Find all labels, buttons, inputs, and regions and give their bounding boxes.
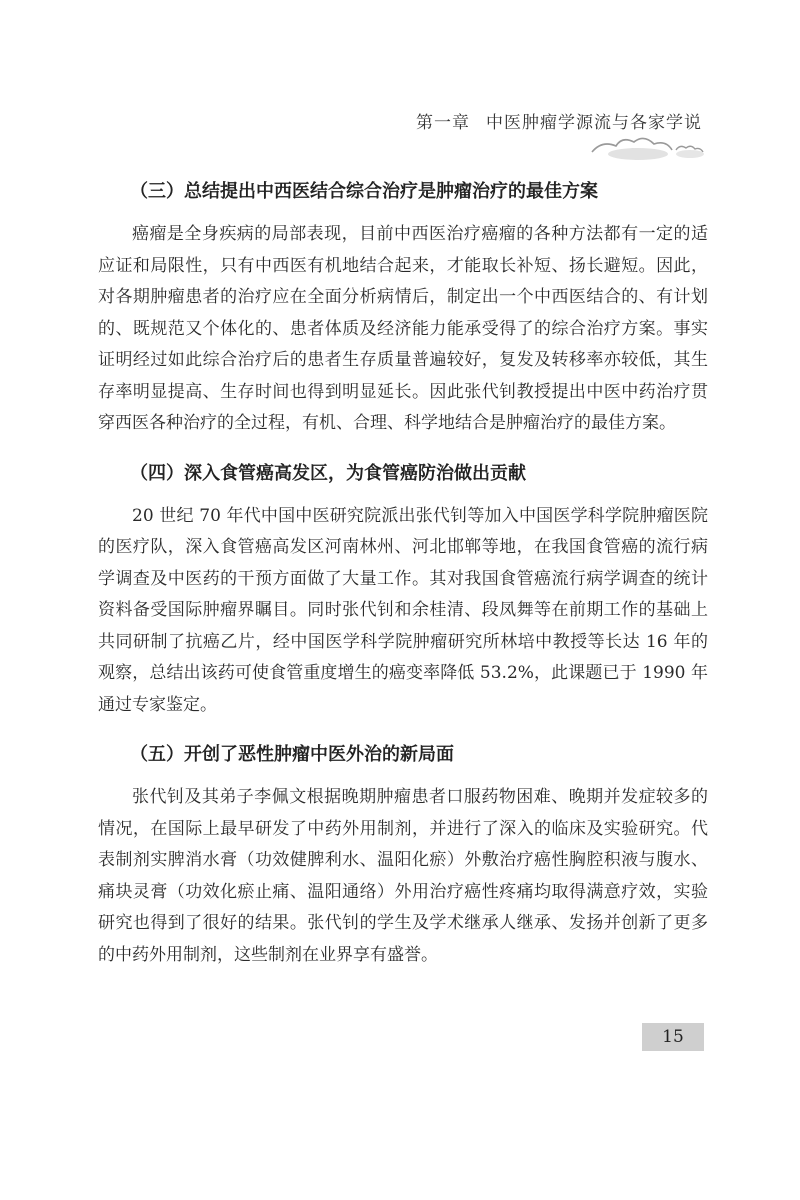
section-heading-4: （四）深入食管癌高发区，为食管癌防治做出贡献 (130, 462, 526, 484)
chapter-title: 中医肿瘤学源流与各家学说 (486, 113, 702, 133)
section-paragraph-5: 张代钊及其弟子李佩文根据晚期肿瘤患者口服药物困难、晚期并发症较多的情况，在国际上最早研发了中药外用制剂，并进行了深入的临床及实验研究。代表制剂实脾消水膏（功效健脾利水、温阳化瘀）外敷治疗癌性胸腔积液与腹水、痛块灵膏（功效化瘀止痛、温阳通络）外用治疗癌性疼痛均取得满意疗效，实验研究也得到了很好的结果。张代钊的学生及学术继承人继承、发扬并创新了更多的中药外用制剂，这些制剂在业界享有盛誉。 (98, 787, 708, 965)
section-paragraph-4: 20 世纪 70 年代中国中医研究院派出张代钊等加入中国医学科学院肿瘤医院的医疗队，深入食管癌高发区河南林州、河北邯郸等地，在我国食管癌的流行病学调查及中医药的干预方面做了大量工作。其对我国食管癌流行病学调查的统计资料备受国际肿瘤界瞩目。同时张代钊和余桂清、段凤舞等在前期工作的基础上共同研制了抗癌乙片，经中国医学科学院肿瘤研究所林培中教授等长达 16 年的观察，总结出该药可使食管重度增生的癌变率降低 53.2%，此课题已于 1990 年通过专家鉴定。 (98, 505, 708, 715)
cloud-ornament-icon (588, 132, 708, 164)
page-number: 15 (642, 1023, 704, 1051)
page-body (98, 172, 708, 985)
chapter-label: 第一章 (416, 113, 470, 133)
section-paragraph-3: 癌瘤是全身疾病的局部表现，目前中西医治疗癌瘤的各种方法都有一定的适应证和局限性，只有中西医有机地结合起来，才能取长补短、扬长避短。因此，对各期肿瘤患者的治疗应在全面分析病情后，制定出一个中西医结合的、有计划的、既规范又个体化的、患者体质及经济能力能承受得了的综合治疗方案。事实证明经过如此综合治疗后的患者生存质量普遍较好，复发及转移率亦较低，其生存率明显提高、生存时间也得到明显延长。因此张代钊教授提出中医中药治疗贯穿西医各种治疗的全过程，有机、合理、科学地结合是肿瘤治疗的最佳方案。 (98, 224, 708, 433)
running-header (416, 108, 702, 133)
section-heading-3: （三）总结提出中西医结合综合治疗是肿瘤治疗的最佳方案 (130, 181, 598, 202)
section-heading-5: （五）开创了恶性肿瘤中医外治的新局面 (130, 744, 454, 765)
